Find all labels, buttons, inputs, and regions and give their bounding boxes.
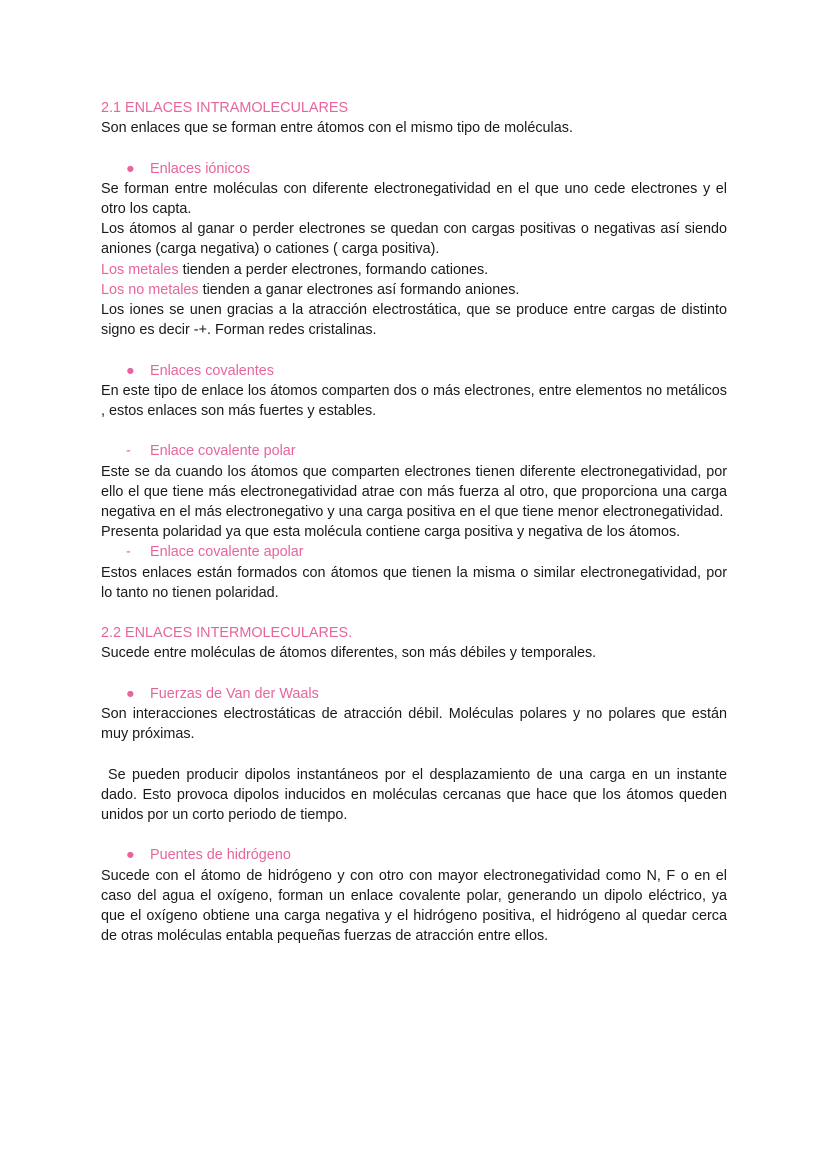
paragraph: Se pueden producir dipolos instantáneos por el desplazamiento de una carga en un instante dado. Esto provoca dipolos inducidos en moléculas cercanas que hace que los átomos queden unidos por un corto periodo de tiempo. — [101, 766, 727, 824]
paragraph: Este se da cuando los átomos que comparten electrones tienen diferente electronegatividad, por ello el que tiene más electronegatividad atrae con más fuerza al otro, que proporciona una carga negativa en el más electronegativo y una carga positiva en el que tiene menor electronegatividad. — [101, 463, 727, 521]
paragraph: Los iones se unen gracias a la atracción electrostática, que se produce entre cargas de distinto signo es decir -+. Forman redes cristalinas. — [101, 302, 727, 339]
bullet-heading-covalentes: ● Enlaces covalentes — [101, 361, 727, 381]
bullet-dot-icon: ● — [126, 685, 135, 702]
dash-heading-covalente-polar: - Enlace covalente polar — [101, 441, 727, 461]
document-page — [101, 98, 727, 946]
paragraph-no-metales: Los no metales tienden a ganar electrones así formando aniones. — [101, 281, 520, 298]
highlight-term: Los no metales — [101, 281, 199, 298]
dash-icon: - — [126, 544, 131, 561]
dash-heading-covalente-apolar: - Enlace covalente apolar — [101, 542, 727, 562]
paragraph: Sucede con el átomo de hidrógeno y con otro con mayor electronegatividad como N, F o en el caso del agua el oxígeno, forman un enlace covalente polar, generando un dipolo eléctrico, ya que el oxígeno obtiene una carga negativa y el hidrógeno positiva, el hidrógeno al quedar cerca de otras moléculas entabla pequeñas fuerzas de atracción entre ellos. — [101, 867, 727, 945]
bullet-dot-icon: ● — [126, 160, 135, 177]
paragraph: Los átomos al ganar o perder electrones se quedan con cargas positivas o negativas así siendo aniones (carga negativa) o cationes ( carga positiva). — [101, 221, 727, 258]
paragraph: Presenta polaridad ya que esta molécula contiene carga positiva y negativa de los átomos. — [101, 524, 681, 541]
bullet-heading-ionicos: ● Enlaces iónicos — [101, 159, 727, 179]
bullet-heading-puentes-hidrogeno: ● Puentes de hidrógeno — [101, 845, 727, 865]
section-intro: Sucede entre moléculas de átomos diferentes, son más débiles y temporales. — [101, 645, 597, 662]
bullet-dot-icon: ● — [126, 847, 135, 864]
paragraph: Estos enlaces están formados con átomos que tienen la misma o similar electronegatividad, por lo tanto no tienen polaridad. — [101, 564, 727, 601]
paragraph: Se forman entre moléculas con diferente electronegatividad en el que uno cede electrones y el otro los capta. — [101, 180, 727, 217]
paragraph: En este tipo de enlace los átomos comparten dos o más electrones, entre elementos no metálicos , estos enlaces son más fuertes y estables. — [101, 382, 727, 420]
section-title-intermoleculares: 2.2 ENLACES INTERMOLECULARES. — [101, 625, 353, 642]
section-intro: Son enlaces que se forman entre átomos con el mismo tipo de moléculas. — [101, 120, 573, 137]
dash-icon: - — [126, 443, 131, 460]
paragraph-metales: Los metales tienden a perder electrones, formando cationes. — [101, 261, 489, 278]
section-title-intramoleculares: 2.1 ENLACES INTRAMOLECULARES — [101, 100, 349, 116]
bullet-dot-icon: ● — [126, 362, 135, 379]
highlight-term: Los metales — [101, 261, 179, 278]
paragraph: Son interacciones electrostáticas de atracción débil. Moléculas polares y no polares que están muy próximas. — [101, 706, 727, 743]
bullet-heading-van-der-waals: ● Fuerzas de Van der Waals — [101, 684, 727, 704]
